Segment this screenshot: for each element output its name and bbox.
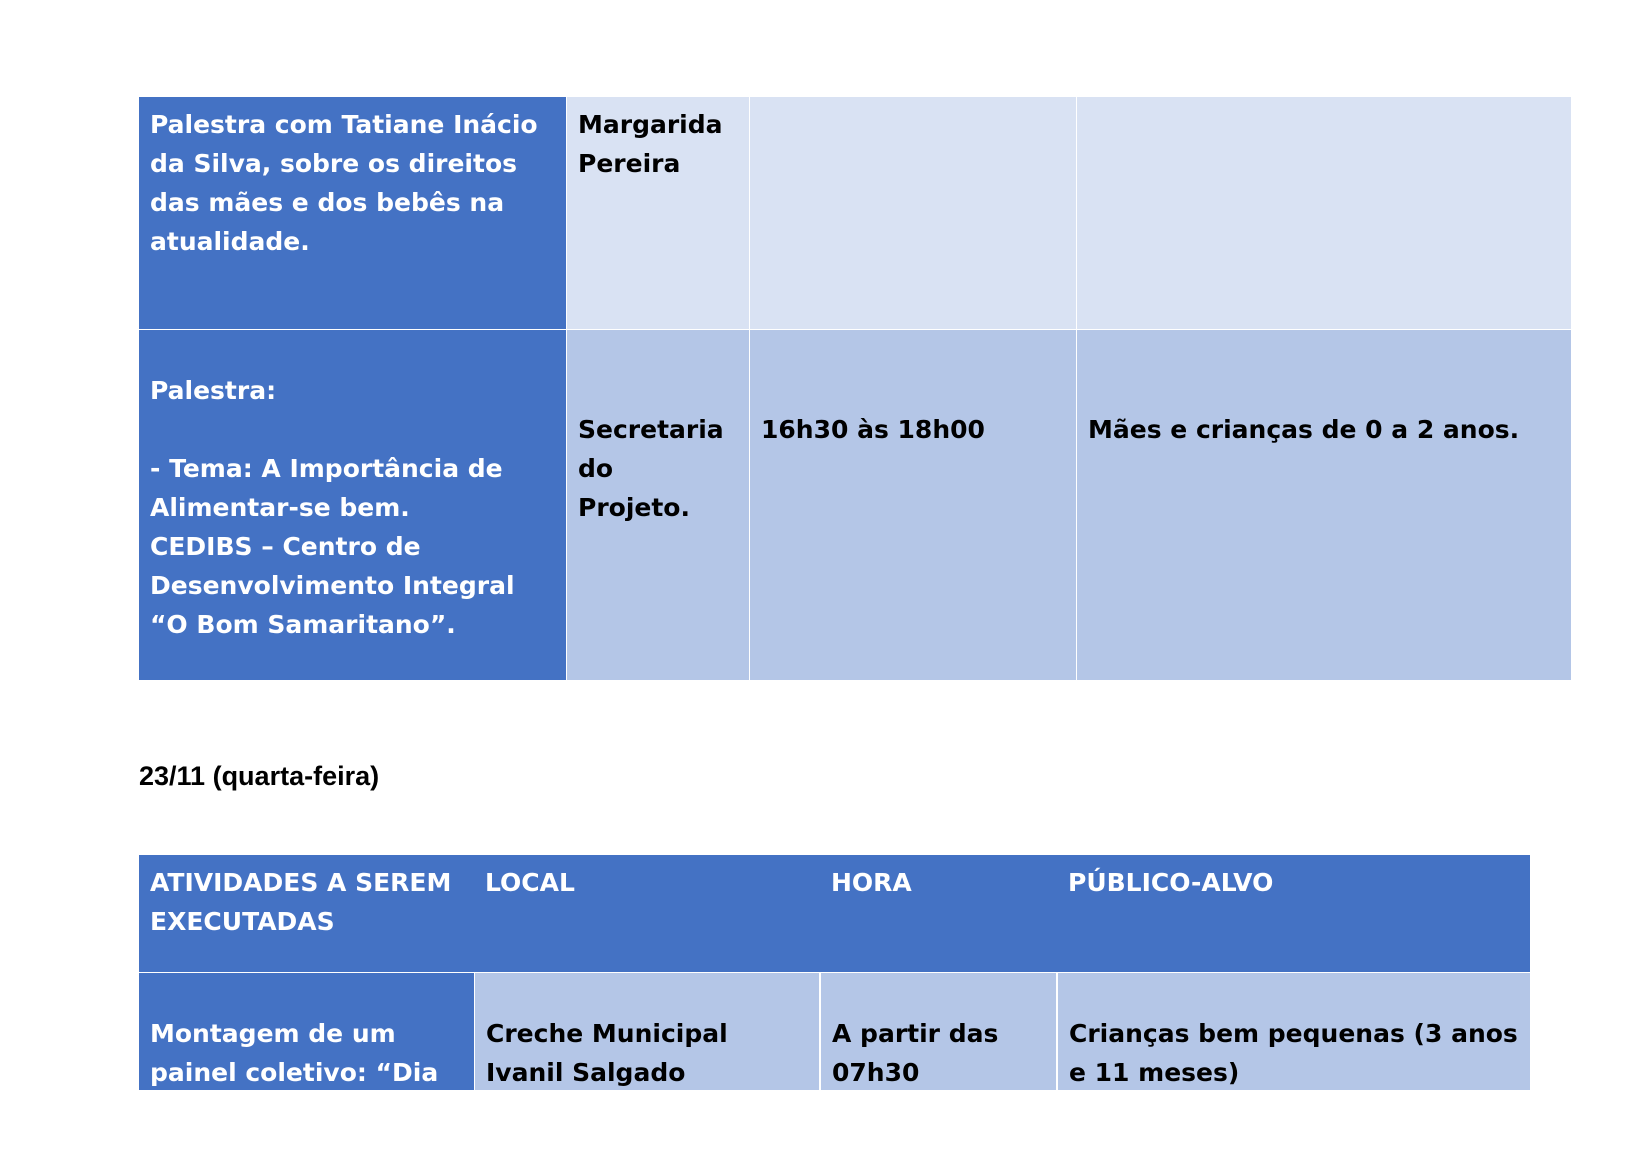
table1-row1-hora	[750, 97, 1076, 329]
table2-header-local: LOCAL	[474, 855, 820, 972]
table2-row1-local: Creche Municipal Ivanil Salgado	[475, 973, 819, 1090]
table2-row1-publico: Crianças bem pequenas (3 anos e 11 meses)	[1058, 973, 1530, 1090]
table1-row1-local: Margarida Pereira	[567, 97, 749, 329]
table1-row2-publico: Mães e crianças de 0 a 2 anos.	[1077, 330, 1571, 680]
table1-row2-activity: Palestra: - Tema: A Importância de Alimentar-se bem. CEDIBS – Centro de Desenvolvimento Integral “O Bom Samaritano”.	[139, 330, 566, 680]
table1-row1-activity: Palestra com Tatiane Inácio da Silva, sobre os direitos das mães e dos bebês na atualidade.	[139, 97, 566, 329]
table2-row1-activity: Montagem de um painel coletivo: “Dia	[139, 973, 474, 1090]
table2-row1-hora: A partir das 07h30	[821, 973, 1056, 1090]
table2-header-activity: ATIVIDADES A SEREM EXECUTADAS	[139, 855, 474, 972]
table2-header-hora: HORA	[820, 855, 1057, 972]
table1-row2-local: Secretaria do Projeto.	[567, 330, 749, 680]
table1-row1-publico	[1077, 97, 1571, 329]
table2-header-publico: PÚBLICO-ALVO	[1057, 855, 1530, 972]
table1-row2-hora: 16h30 às 18h00	[750, 330, 1076, 680]
day-heading: 23/11 (quarta-feira)	[139, 761, 380, 791]
